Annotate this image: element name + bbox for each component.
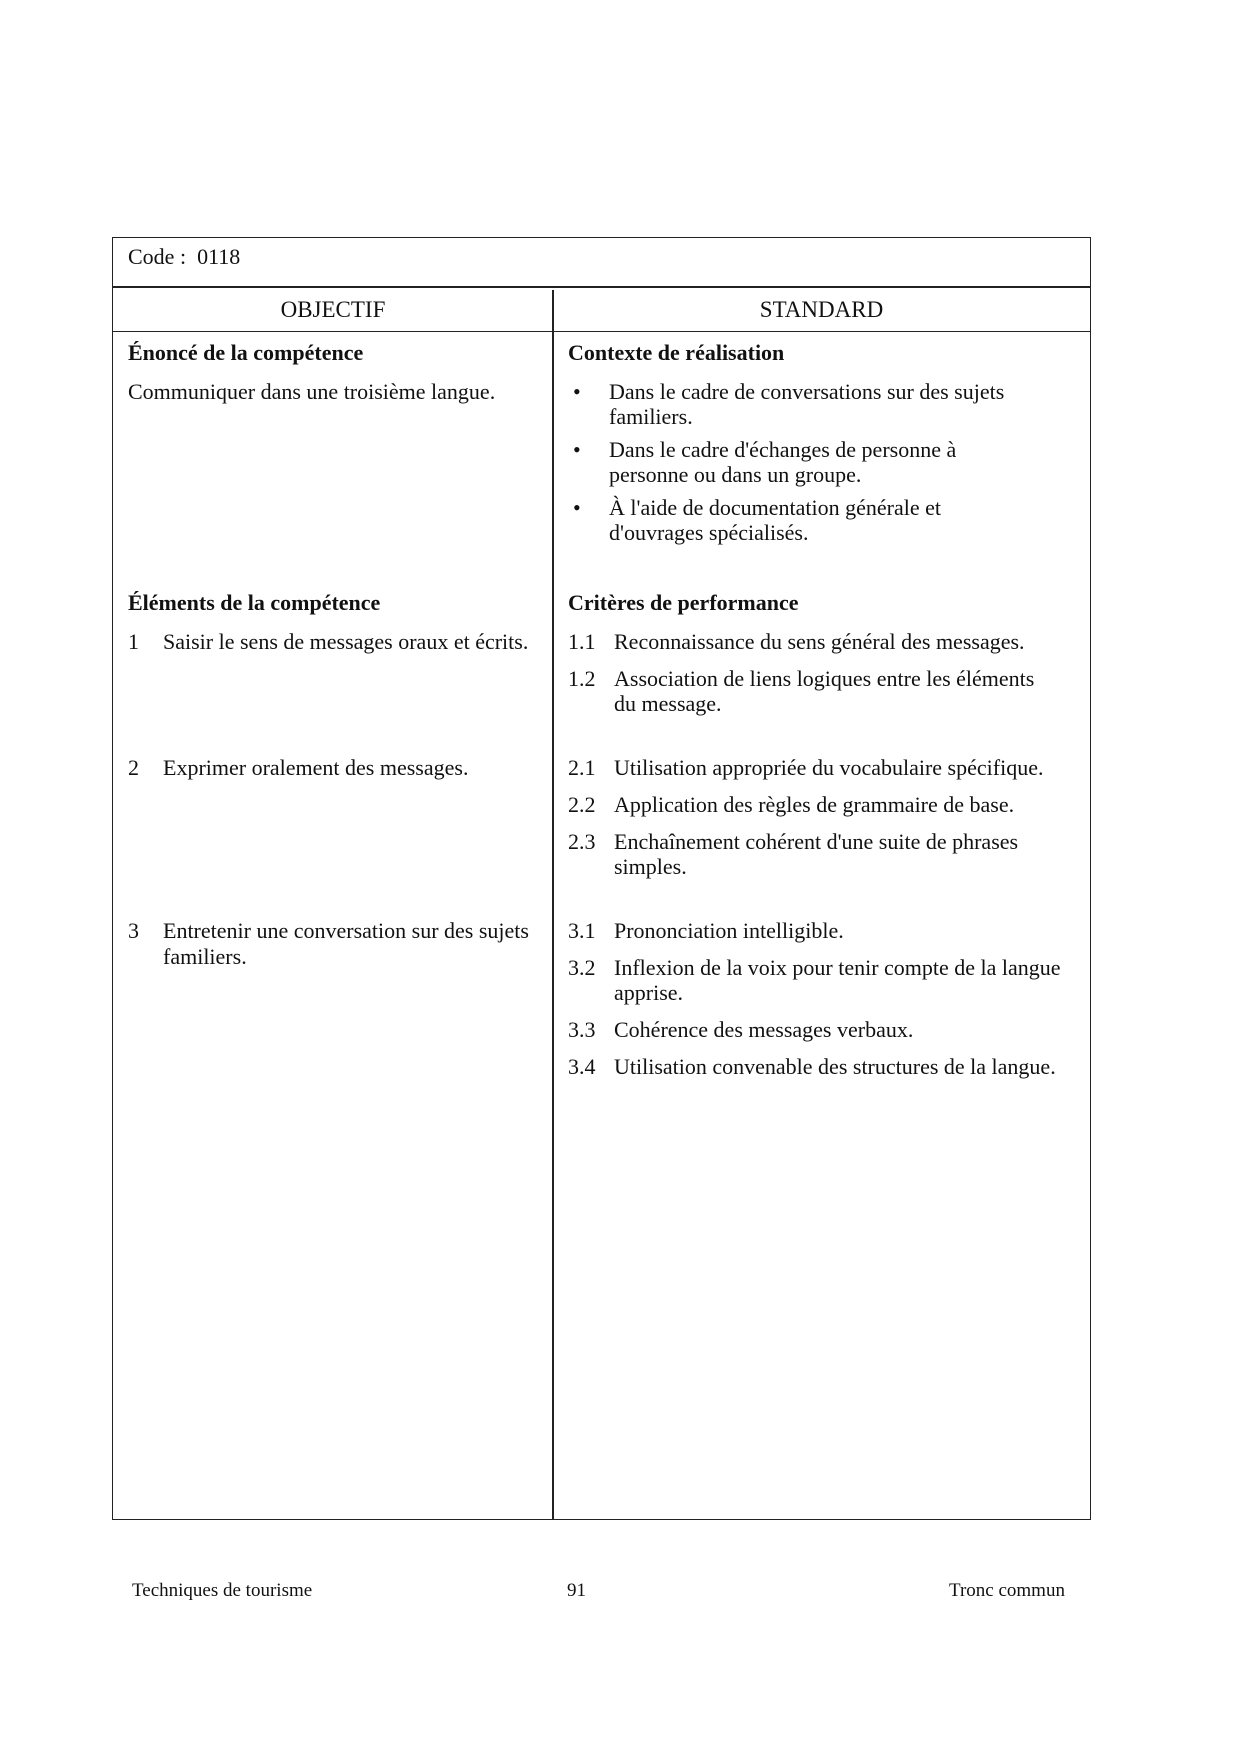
contexte-text: familiers.	[609, 404, 693, 429]
element-text: Entretenir une conversation sur des sujets	[163, 918, 529, 943]
critere-number: 1.2	[568, 666, 596, 691]
bullet-icon: •	[573, 495, 581, 520]
bullet-icon: •	[573, 379, 581, 404]
critere-text: Application des règles de grammaire de base.	[614, 792, 1015, 817]
code-label: Code :	[128, 244, 187, 269]
critere-text: Prononciation intelligible.	[614, 918, 844, 943]
competency-table	[112, 237, 1091, 1520]
critere-number: 2.1	[568, 755, 596, 780]
critere-text: Cohérence des messages verbaux.	[614, 1017, 914, 1042]
critere-text: Reconnaissance du sens général des messages.	[614, 629, 1025, 654]
enonce-title: Énoncé de la compétence	[128, 340, 364, 365]
contexte-title: Contexte de réalisation	[568, 340, 785, 365]
contexte-text: d'ouvrages spécialisés.	[609, 520, 809, 545]
critere-number: 2.3	[568, 829, 596, 854]
element-number: 2	[128, 755, 139, 780]
critere-number: 3.4	[568, 1054, 596, 1079]
footer-page-number: 91	[567, 1580, 586, 1601]
element-text: Exprimer oralement des messages.	[163, 755, 469, 780]
standard-header: STANDARD	[553, 290, 1090, 332]
critere-text: du message.	[614, 691, 722, 716]
contexte-text: À l'aide de documentation générale et	[609, 495, 941, 520]
contexte-text: personne ou dans un groupe.	[609, 462, 862, 487]
critere-number: 3.3	[568, 1017, 596, 1042]
bullet-icon: •	[573, 437, 581, 462]
critere-text: simples.	[614, 854, 687, 879]
code-value: 0118	[197, 244, 241, 269]
critere-text: apprise.	[614, 980, 684, 1005]
critere-text: Utilisation convenable des structures de la langue.	[614, 1054, 1056, 1079]
critere-text: Utilisation appropriée du vocabulaire spécifique.	[614, 755, 1044, 780]
critere-number: 3.2	[568, 955, 596, 980]
code-row	[113, 238, 1090, 288]
contexte-text: Dans le cadre de conversations sur des sujets	[609, 379, 1005, 404]
critere-number: 2.2	[568, 792, 596, 817]
element-text: Saisir le sens de messages oraux et écrits.	[163, 629, 529, 654]
critere-text: Association de liens logiques entre les éléments	[614, 666, 1035, 691]
enonce-text: Communiquer dans une troisième langue.	[128, 379, 496, 404]
objectif-header: OBJECTIF	[113, 290, 553, 332]
critere-number: 3.1	[568, 918, 596, 943]
element-number: 3	[128, 918, 139, 943]
elements-title: Éléments de la compétence	[128, 590, 381, 615]
footer-program: Techniques de tourisme	[132, 1580, 313, 1601]
critere-number: 1.1	[568, 629, 596, 654]
column-divider	[552, 290, 554, 1519]
critere-text: Inflexion de la voix pour tenir compte de la langue	[614, 955, 1061, 980]
footer-section: Tronc commun	[949, 1580, 1065, 1601]
element-text: familiers.	[163, 944, 247, 969]
critere-text: Enchaînement cohérent d'une suite de phrases	[614, 829, 1019, 854]
criteres-title: Critères de performance	[568, 590, 799, 615]
contexte-text: Dans le cadre d'échanges de personne à	[609, 437, 957, 462]
element-number: 1	[128, 629, 139, 654]
